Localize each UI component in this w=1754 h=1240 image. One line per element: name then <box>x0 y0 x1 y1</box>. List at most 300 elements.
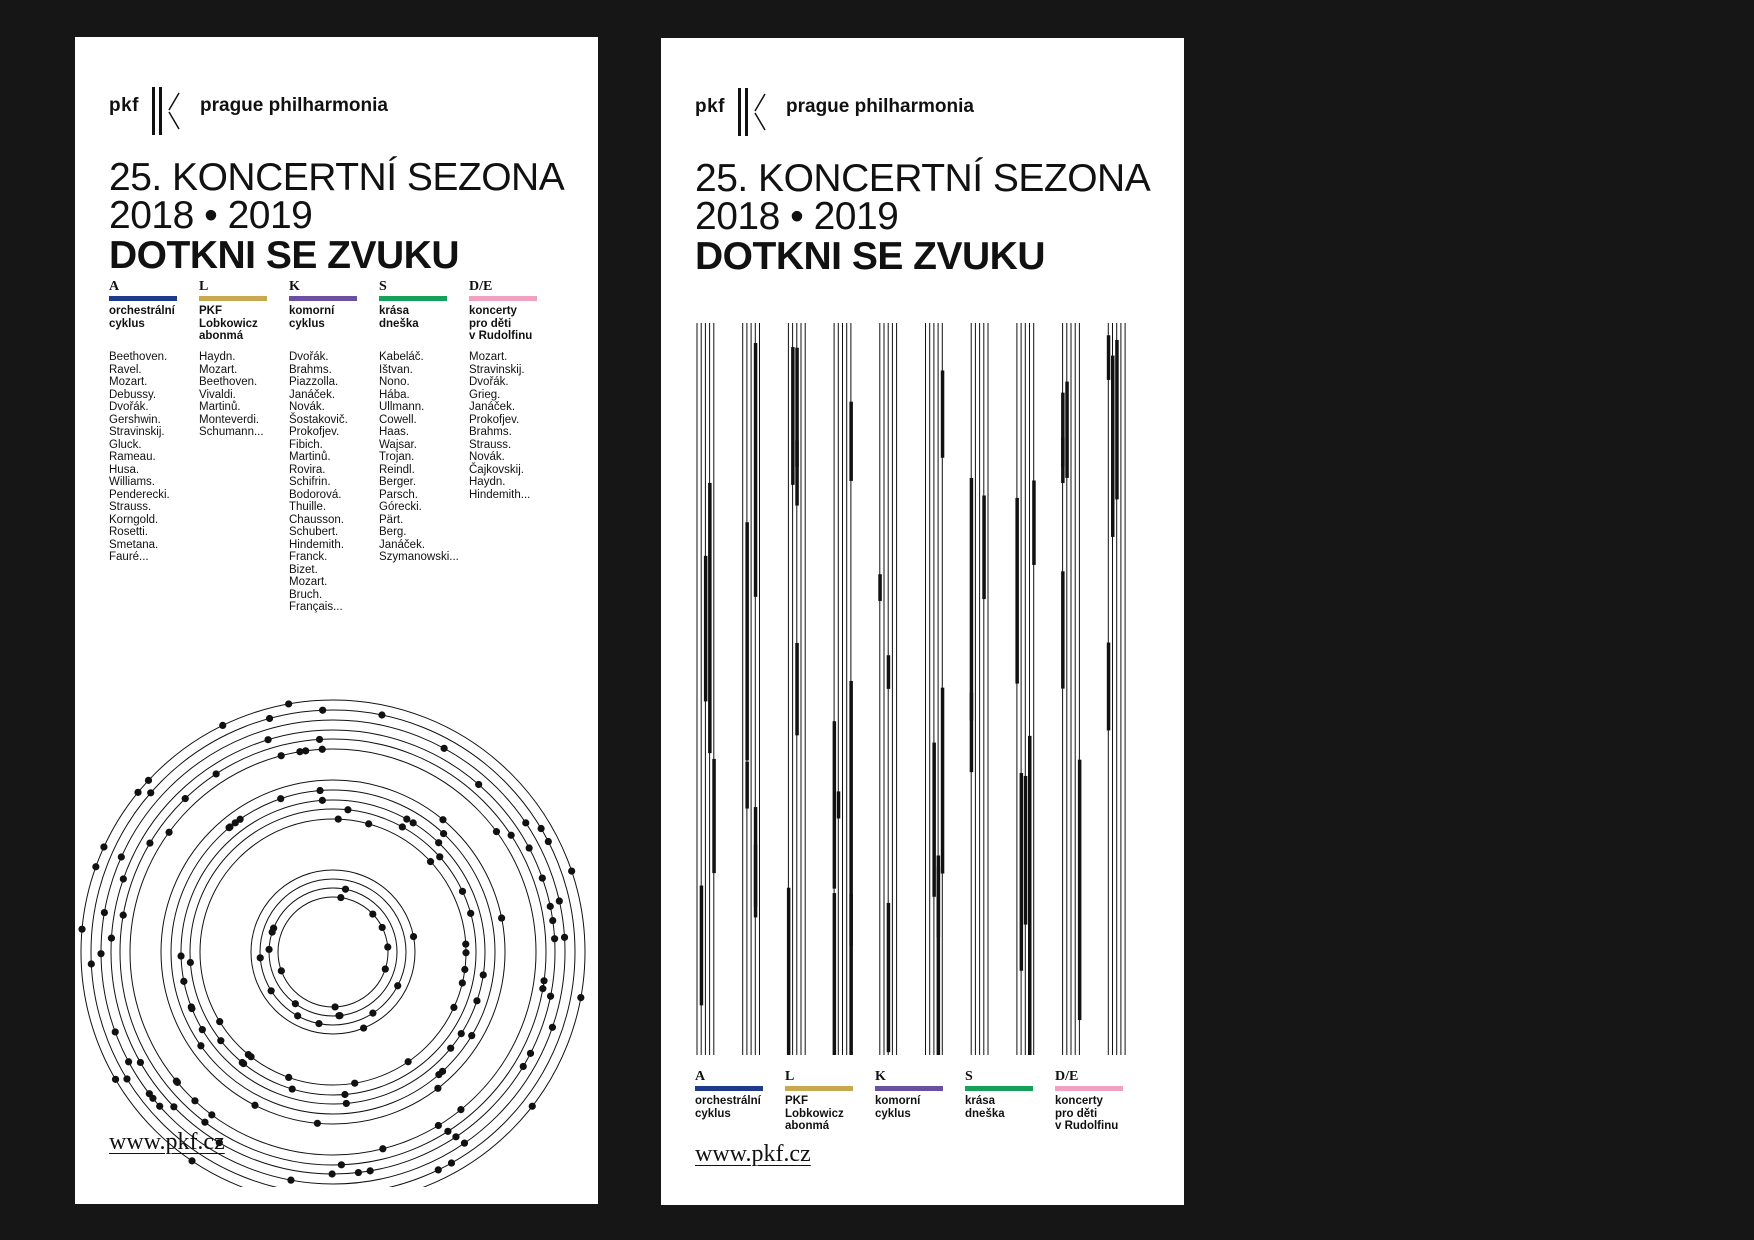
note-dot <box>459 888 466 895</box>
cycle-color-bar <box>875 1086 943 1091</box>
note-dot <box>435 1071 442 1078</box>
note-dot <box>278 752 285 759</box>
note-dot <box>450 1004 457 1011</box>
note-dot <box>173 1078 180 1085</box>
note-dot <box>382 965 389 972</box>
cycle-color-bar <box>199 296 267 301</box>
title-season: 25. KONCERTNÍ SEZONA <box>109 156 565 199</box>
composer-item: Korngold. <box>109 513 159 526</box>
note-dot <box>436 853 443 860</box>
composer-item: Mozart. <box>469 351 508 363</box>
ring-line <box>269 888 397 1016</box>
composer-item: Piazzolla. <box>289 376 339 388</box>
ring-line <box>111 730 555 1174</box>
note-dot <box>213 770 220 777</box>
note-bar <box>1078 760 1082 1020</box>
cycle-letter: A <box>109 279 120 294</box>
composer-item: Čajkovskij. <box>469 463 524 476</box>
ring-line <box>171 790 495 1114</box>
note-dot <box>92 863 99 870</box>
note-dot <box>125 1058 132 1065</box>
cycle-1 <box>199 279 269 438</box>
note-dot <box>467 910 474 917</box>
composer-item: Schumann... <box>199 426 264 438</box>
cycle-name-line: cyklus <box>875 1107 911 1120</box>
note-dot <box>539 874 546 881</box>
cycle-name-line: PKF <box>785 1095 808 1107</box>
staves-graphic <box>661 283 1184 1103</box>
note-dot <box>329 1170 336 1177</box>
cycle-name-line: komorní <box>289 305 335 317</box>
cycle-3 <box>965 1070 1035 1120</box>
composer-item: Nono. <box>379 376 410 388</box>
cycle-name-line: abonmá <box>199 330 244 342</box>
note-bar <box>745 762 749 809</box>
note-dot <box>225 824 232 831</box>
cycle-name <box>875 1095 945 1120</box>
note-dot <box>197 1042 204 1049</box>
composer-item: Stravinskij. <box>469 363 525 376</box>
note-bar <box>754 343 758 597</box>
cycle-color-bar <box>379 296 447 301</box>
note-dot <box>561 934 568 941</box>
note-dot <box>123 1075 130 1082</box>
cycle-name <box>469 305 539 343</box>
cycle-name <box>965 1095 1035 1120</box>
note-dot <box>551 935 558 942</box>
composer-item: Thuille. <box>289 501 327 513</box>
note-dot <box>399 823 406 830</box>
note-bar <box>795 643 799 735</box>
note-dot <box>547 993 554 1000</box>
note-dot <box>88 960 95 967</box>
note-dot <box>468 1032 475 1039</box>
cycle-name <box>785 1095 855 1133</box>
cycle-name-line: koncerty <box>469 305 517 317</box>
note-dot <box>493 828 500 835</box>
note-dot <box>341 1091 348 1098</box>
page-title <box>695 157 1151 278</box>
ring-line <box>260 879 406 1025</box>
composer-item: Parsch. <box>379 488 418 501</box>
note-bar <box>1015 498 1019 684</box>
composer-item: Beethoven. <box>199 376 258 388</box>
note-dot <box>257 954 264 961</box>
composer-item: Rameau. <box>109 451 156 463</box>
note-dot <box>319 707 326 714</box>
note-dot <box>137 1059 144 1066</box>
composer-item: Hába. <box>379 388 410 401</box>
note-dot <box>355 1169 362 1176</box>
note-dot <box>199 1026 206 1033</box>
note-bar <box>941 688 945 874</box>
note-dot <box>367 1167 374 1174</box>
cycle-name-line: cyklus <box>695 1107 731 1120</box>
composer-item: Penderecki. <box>109 488 170 501</box>
composer-item: Šostakovič. <box>289 413 348 426</box>
composer-item: Gershwin. <box>109 413 161 426</box>
note-dot <box>435 839 442 846</box>
composer-item: Dvořák. <box>289 351 329 363</box>
logo-mark-icon <box>149 85 189 137</box>
composer-item: Rosetti. <box>109 526 148 538</box>
note-dot <box>369 1010 376 1017</box>
title-tagline: DOTKNI SE ZVUKU <box>109 234 460 277</box>
composer-item: Dvořák. <box>469 376 509 388</box>
note-dot <box>365 820 372 827</box>
cycle-letter: S <box>965 1069 973 1084</box>
cycle-name-line: dneška <box>965 1107 1005 1120</box>
note-bar <box>795 440 799 505</box>
cycle-0 <box>109 279 179 563</box>
note-dot <box>319 797 326 804</box>
cycle-letter: S <box>379 279 387 294</box>
composer-item: Martinů. <box>199 401 241 413</box>
cycle-name-line: pro děti <box>469 317 512 330</box>
cycle-color-bar <box>965 1086 1033 1091</box>
ring-line <box>120 739 546 1165</box>
note-bar <box>1107 335 1111 380</box>
note-bar <box>833 893 837 1055</box>
cycle-name-line: krása <box>965 1095 996 1107</box>
composer-item: Williams. <box>109 476 155 488</box>
cycle-letter: D/E <box>469 279 493 294</box>
note-bar <box>712 759 716 873</box>
note-bar <box>941 370 945 457</box>
composer-list <box>109 351 170 564</box>
note-dot <box>219 722 226 729</box>
composer-item: Husa. <box>109 463 140 476</box>
cycle-color-bar <box>469 296 537 301</box>
composer-item: Grieg. <box>469 388 501 401</box>
poster-staves <box>661 38 1184 1205</box>
note-dot <box>378 711 385 718</box>
note-bar <box>982 496 986 600</box>
note-dot <box>538 825 545 832</box>
composer-item: Stravinskij. <box>109 426 165 438</box>
cycle-name-line: komorní <box>875 1095 921 1107</box>
cycle-color-bar <box>289 296 357 301</box>
note-dot <box>545 838 552 845</box>
note-dot <box>285 700 292 707</box>
cycle-4 <box>1055 1070 1125 1133</box>
cycle-name <box>379 305 449 330</box>
note-dot <box>439 816 446 823</box>
note-dot <box>508 832 515 839</box>
composer-item: Haydn. <box>469 476 506 488</box>
note-bar <box>878 574 882 601</box>
note-dot <box>441 745 448 752</box>
note-dot <box>335 816 342 823</box>
note-dot <box>522 819 529 826</box>
composer-item: Janáček. <box>289 388 336 401</box>
cycle-color-bar <box>109 296 177 301</box>
ring-line <box>130 749 536 1155</box>
note-dot <box>549 917 556 924</box>
composer-item: Ullmann. <box>379 401 425 413</box>
note-bar <box>937 867 941 1055</box>
note-bar <box>887 655 891 689</box>
composer-item: Mozart. <box>199 363 238 376</box>
note-dot <box>316 787 323 794</box>
note-dot <box>458 1030 465 1037</box>
cycle-name-line: PKF <box>199 305 222 317</box>
note-dot <box>568 867 575 874</box>
website-link[interactable]: www.pkf.cz <box>109 1129 225 1155</box>
note-dot <box>526 844 533 851</box>
note-dot <box>296 748 303 755</box>
composer-item: Fibich. <box>289 438 323 451</box>
note-dot <box>278 967 285 974</box>
cycle-color-bar <box>695 1086 763 1091</box>
note-dot <box>269 929 276 936</box>
cycle-name <box>1055 1095 1125 1133</box>
composer-item: Trojan. <box>379 451 415 463</box>
composer-item: Français... <box>289 601 343 613</box>
page-title <box>109 156 565 277</box>
note-dot <box>410 933 417 940</box>
note-bar <box>1107 643 1111 731</box>
composer-item: Haas. <box>379 426 410 438</box>
composer-item: Rovira. <box>289 463 326 476</box>
note-dot <box>405 1058 412 1065</box>
note-bar <box>700 886 704 1006</box>
cycle-name-line: orchestrální <box>695 1095 761 1107</box>
composer-item: Novák. <box>289 401 325 413</box>
composer-item: Ištvan. <box>379 363 413 376</box>
note-dot <box>191 1097 198 1104</box>
note-dot <box>285 1074 292 1081</box>
note-dot <box>239 1059 246 1066</box>
composer-item: Bodorová. <box>289 488 342 501</box>
note-dot <box>120 912 127 919</box>
note-dot <box>440 830 447 837</box>
note-dot <box>147 789 154 796</box>
note-dot <box>435 1166 442 1173</box>
note-dot <box>529 1103 536 1110</box>
note-dot <box>473 997 480 1004</box>
composer-item: Berger. <box>379 476 417 488</box>
note-dot <box>410 819 417 826</box>
note-dot <box>247 1053 254 1060</box>
ring-line <box>161 780 505 1124</box>
note-dot <box>462 949 469 956</box>
note-dot <box>577 994 584 1001</box>
note-dot <box>435 1122 442 1129</box>
composer-item: Bizet. <box>289 563 318 576</box>
note-dot <box>277 795 284 802</box>
cycle-name-line: Lobkowicz <box>785 1107 844 1120</box>
composer-item: Vivaldi. <box>199 388 236 401</box>
note-dot <box>338 1161 345 1168</box>
cycle-name-line: cyklus <box>289 317 325 330</box>
note-bar <box>1065 382 1069 478</box>
note-dot <box>539 985 546 992</box>
logo-brand: prague philharmonia <box>786 96 974 117</box>
logo-short: pkf <box>695 96 725 117</box>
cycle-name <box>109 305 179 330</box>
composer-item: Janáček. <box>469 401 516 413</box>
note-bar <box>970 478 974 721</box>
note-bar <box>837 791 841 818</box>
ring-line <box>190 809 476 1095</box>
composer-item: Schubert. <box>289 526 339 538</box>
note-dot <box>145 777 152 784</box>
note-dot <box>462 941 469 948</box>
composer-item: Beethoven. <box>109 351 168 363</box>
cycle-color-bar <box>785 1086 853 1091</box>
logo-mark-icon <box>735 86 775 138</box>
composer-item: Martinů. <box>289 451 331 463</box>
composer-item: Strauss. <box>469 438 512 451</box>
note-dot <box>331 1003 338 1010</box>
note-dot <box>108 935 115 942</box>
note-dot <box>264 736 271 743</box>
note-dot <box>112 1028 119 1035</box>
composer-list <box>289 351 348 614</box>
cycle-name-line: koncerty <box>1055 1095 1103 1107</box>
note-dot <box>217 1037 224 1044</box>
note-dot <box>146 839 153 846</box>
note-dot <box>265 946 272 953</box>
ring-line <box>200 819 466 1085</box>
cycle-name-line: pro děti <box>1055 1107 1098 1120</box>
website-link[interactable]: www.pkf.cz <box>695 1141 811 1167</box>
note-dot <box>427 858 434 865</box>
composer-item: Monteverdi. <box>199 413 260 426</box>
note-dot <box>360 1024 367 1031</box>
cycle-name-line: dneška <box>379 317 419 330</box>
note-dot <box>266 715 273 722</box>
note-dot <box>294 1012 301 1019</box>
title-tagline: DOTKNI SE ZVUKU <box>695 235 1046 278</box>
composer-item: Prokofjev. <box>289 426 340 438</box>
note-dot <box>461 1140 468 1147</box>
composer-item: Fauré... <box>109 551 149 563</box>
cycle-name-line: v Rudolfinu <box>469 330 533 342</box>
ring-line <box>91 710 575 1187</box>
cycle-name <box>289 305 359 330</box>
composer-item: Kabeláč. <box>379 351 424 363</box>
note-dot <box>527 1050 534 1057</box>
note-bar <box>791 347 795 485</box>
cycle-letter: K <box>875 1069 886 1084</box>
note-dot <box>379 1145 386 1152</box>
logo-brand: prague philharmonia <box>200 95 388 116</box>
composer-item: Schifrin. <box>289 476 331 488</box>
cycle-letter: A <box>695 1069 706 1084</box>
note-dot <box>208 1111 215 1118</box>
note-dot <box>457 1106 464 1113</box>
note-dot <box>120 875 127 882</box>
note-dot <box>452 1133 459 1140</box>
note-bar <box>1111 356 1115 537</box>
note-dot <box>475 781 482 788</box>
note-dot <box>351 1080 358 1087</box>
cycle-letter: L <box>199 279 209 294</box>
cycle-letter: D/E <box>1055 1069 1079 1084</box>
cycle-3 <box>379 279 459 563</box>
composer-item: Szymanowski... <box>379 551 459 563</box>
note-bar <box>1020 773 1024 971</box>
composer-item: Berg. <box>379 526 407 538</box>
cycle-letter: L <box>785 1069 795 1084</box>
note-dot <box>342 886 349 893</box>
note-dot <box>188 1157 195 1164</box>
cycle-color-bar <box>1055 1086 1123 1091</box>
composer-item: Haydn. <box>199 351 236 363</box>
note-bar <box>1028 736 1032 917</box>
note-bar <box>1115 340 1119 499</box>
composer-item: Smetana. <box>109 538 159 551</box>
note-bar <box>1024 776 1028 925</box>
composer-item: Reindl. <box>379 463 415 476</box>
note-dot <box>134 789 141 796</box>
note-dot <box>112 1076 119 1083</box>
cycle-letter: K <box>289 279 300 294</box>
composer-item: Wajsar. <box>379 438 417 451</box>
composer-item: Ravel. <box>109 363 142 376</box>
composer-item: Dvořák. <box>109 401 149 413</box>
cycle-name-line: Lobkowicz <box>199 317 258 330</box>
note-dot <box>216 1018 223 1025</box>
cycle-0 <box>695 1070 765 1120</box>
note-dot <box>315 1020 322 1027</box>
note-dot <box>556 897 563 904</box>
note-dot <box>177 952 184 959</box>
composer-list <box>379 351 459 564</box>
composer-item: Bruch. <box>289 588 323 601</box>
note-bar <box>708 483 712 753</box>
cycle-name-line: abonmá <box>785 1120 830 1132</box>
note-dot <box>540 977 547 984</box>
note-bar <box>1061 393 1065 467</box>
logo-short: pkf <box>109 95 139 116</box>
composer-item: Chausson. <box>289 513 344 526</box>
cycle-name-line: krása <box>379 305 410 317</box>
title-season: 25. KONCERTNÍ SEZONA <box>695 157 1151 200</box>
rings-graphic <box>75 697 598 1187</box>
title-years: 2018 • 2019 <box>109 194 313 237</box>
note-dot <box>292 1000 299 1007</box>
note-dot <box>461 966 468 973</box>
note-dot <box>101 909 108 916</box>
note-dot <box>319 746 326 753</box>
note-dot <box>188 1003 195 1010</box>
cycle-name-line: cyklus <box>109 317 145 330</box>
poster-rings <box>75 37 598 1204</box>
note-dot <box>369 910 376 917</box>
note-dot <box>379 924 386 931</box>
note-dot <box>251 1102 258 1109</box>
composer-item: Franck. <box>289 551 328 563</box>
note-dot <box>434 1085 441 1092</box>
cycle-name <box>695 1095 765 1120</box>
note-dot <box>498 914 505 921</box>
note-bar <box>849 894 853 1055</box>
composer-item: Debussy. <box>109 388 157 401</box>
title-years: 2018 • 2019 <box>695 195 899 238</box>
composer-item: Cowell. <box>379 413 417 426</box>
note-dot <box>336 1012 343 1019</box>
composer-item: Janáček. <box>379 538 426 551</box>
note-bar <box>849 402 853 481</box>
note-dot <box>444 1128 451 1135</box>
note-bar <box>704 556 708 702</box>
note-bar <box>1032 480 1036 564</box>
note-bar <box>833 721 837 888</box>
cycle-1 <box>785 1070 855 1133</box>
